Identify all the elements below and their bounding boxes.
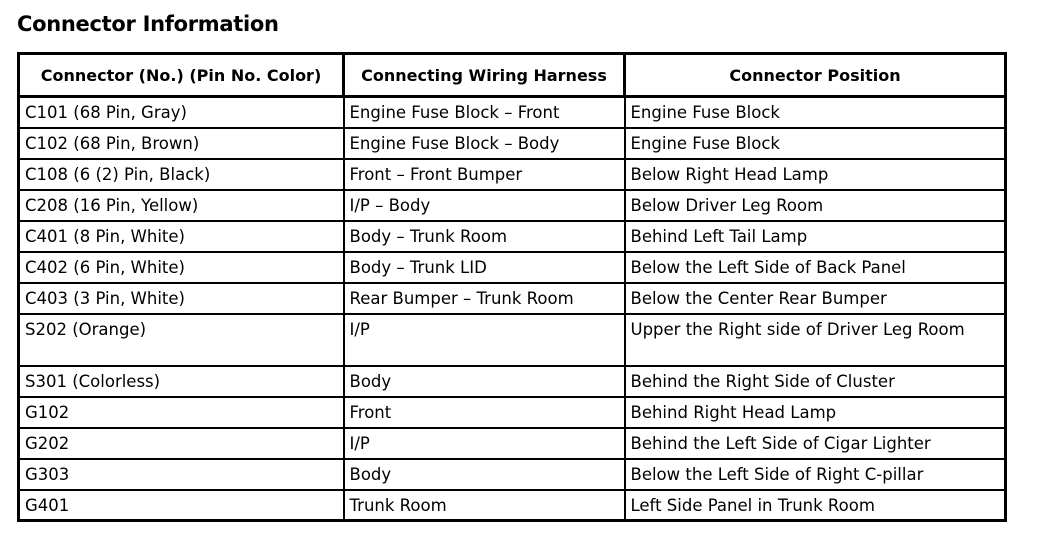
cell-connector: C102 (68 Pin, Brown) (19, 128, 344, 159)
cell-position: Behind the Right Side of Cluster (625, 366, 1006, 397)
cell-position: Below the Center Rear Bumper (625, 283, 1006, 314)
cell-harness: Body – Trunk Room (344, 221, 625, 252)
cell-harness: Engine Fuse Block – Front (344, 97, 625, 128)
cell-harness: Engine Fuse Block – Body (344, 128, 625, 159)
cell-harness: I/P (344, 314, 625, 366)
table-row (19, 314, 1006, 366)
cell-position: Below the Left Side of Right C-pillar (625, 459, 1006, 490)
table-row (19, 366, 1006, 397)
table-header-row (19, 54, 1006, 97)
header-connector: Connector (No.) (Pin No. Color) (19, 54, 344, 97)
page-title: Connector Information (17, 12, 279, 36)
table-row (19, 97, 1006, 128)
cell-position: Upper the Right side of Driver Leg Room (625, 314, 1006, 366)
cell-position: Behind Right Head Lamp (625, 397, 1006, 428)
connector-table (17, 52, 1007, 522)
table-row (19, 190, 1006, 221)
cell-harness: Body – Trunk LID (344, 252, 625, 283)
cell-connector: G401 (19, 490, 344, 521)
cell-connector: G102 (19, 397, 344, 428)
cell-connector: C402 (6 Pin, White) (19, 252, 344, 283)
cell-position: Engine Fuse Block (625, 97, 1006, 128)
cell-position: Below the Left Side of Back Panel (625, 252, 1006, 283)
cell-harness: Trunk Room (344, 490, 625, 521)
cell-connector: C403 (3 Pin, White) (19, 283, 344, 314)
table-row (19, 428, 1006, 459)
table-row (19, 397, 1006, 428)
table-row (19, 159, 1006, 190)
cell-connector: C101 (68 Pin, Gray) (19, 97, 344, 128)
header-harness: Connecting Wiring Harness (344, 54, 625, 97)
cell-position: Behind the Left Side of Cigar Lighter (625, 428, 1006, 459)
cell-connector: S202 (Orange) (19, 314, 344, 366)
table-row (19, 252, 1006, 283)
cell-position: Left Side Panel in Trunk Room (625, 490, 1006, 521)
table-row (19, 221, 1006, 252)
cell-harness: Front – Front Bumper (344, 159, 625, 190)
cell-connector: C208 (16 Pin, Yellow) (19, 190, 344, 221)
cell-position: Behind Left Tail Lamp (625, 221, 1006, 252)
table-row (19, 283, 1006, 314)
cell-harness: I/P – Body (344, 190, 625, 221)
cell-harness: Rear Bumper – Trunk Room (344, 283, 625, 314)
cell-connector: S301 (Colorless) (19, 366, 344, 397)
table-row (19, 128, 1006, 159)
cell-connector: G303 (19, 459, 344, 490)
header-position: Connector Position (625, 54, 1006, 97)
cell-connector: C108 (6 (2) Pin, Black) (19, 159, 344, 190)
cell-harness: Front (344, 397, 625, 428)
cell-harness: Body (344, 366, 625, 397)
cell-position: Engine Fuse Block (625, 128, 1006, 159)
cell-harness: Body (344, 459, 625, 490)
table-row (19, 490, 1006, 521)
cell-position: Below Right Head Lamp (625, 159, 1006, 190)
cell-connector: C401 (8 Pin, White) (19, 221, 344, 252)
cell-position: Below Driver Leg Room (625, 190, 1006, 221)
table-row (19, 459, 1006, 490)
cell-connector: G202 (19, 428, 344, 459)
cell-harness: I/P (344, 428, 625, 459)
